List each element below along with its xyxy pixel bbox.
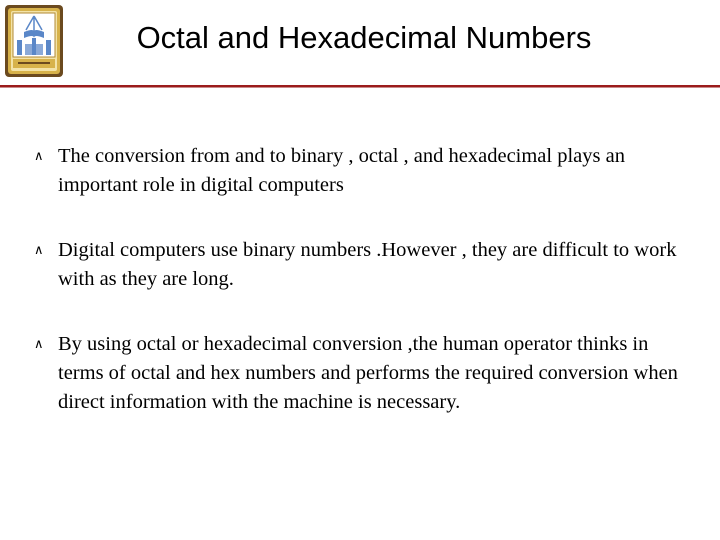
bullet-item bbox=[34, 330, 694, 417]
bullet-text: The conversion from and to binary , octal , and hexadecimal plays an important role in digital computers bbox=[58, 145, 625, 196]
bullet-text: By using octal or hexadecimal conversion ,the human operator thinks in terms of octal and hex numbers and performs the required conversion when direct information with the machine is necessary. bbox=[58, 333, 678, 413]
university-emblem-icon bbox=[4, 4, 64, 78]
caret-bullet-icon: ∧ bbox=[34, 149, 44, 164]
bullet-item bbox=[34, 236, 694, 294]
caret-bullet-icon: ∧ bbox=[34, 337, 44, 352]
caret-bullet-icon: ∧ bbox=[34, 243, 44, 258]
slide-title: Octal and Hexadecimal Numbers bbox=[136, 20, 592, 55]
bullet-list bbox=[34, 142, 694, 417]
bullet-text: Digital computers use binary numbers .However , they are difficult to work with as they are long. bbox=[58, 239, 677, 290]
title-divider bbox=[0, 85, 720, 88]
bullet-item bbox=[34, 142, 694, 200]
